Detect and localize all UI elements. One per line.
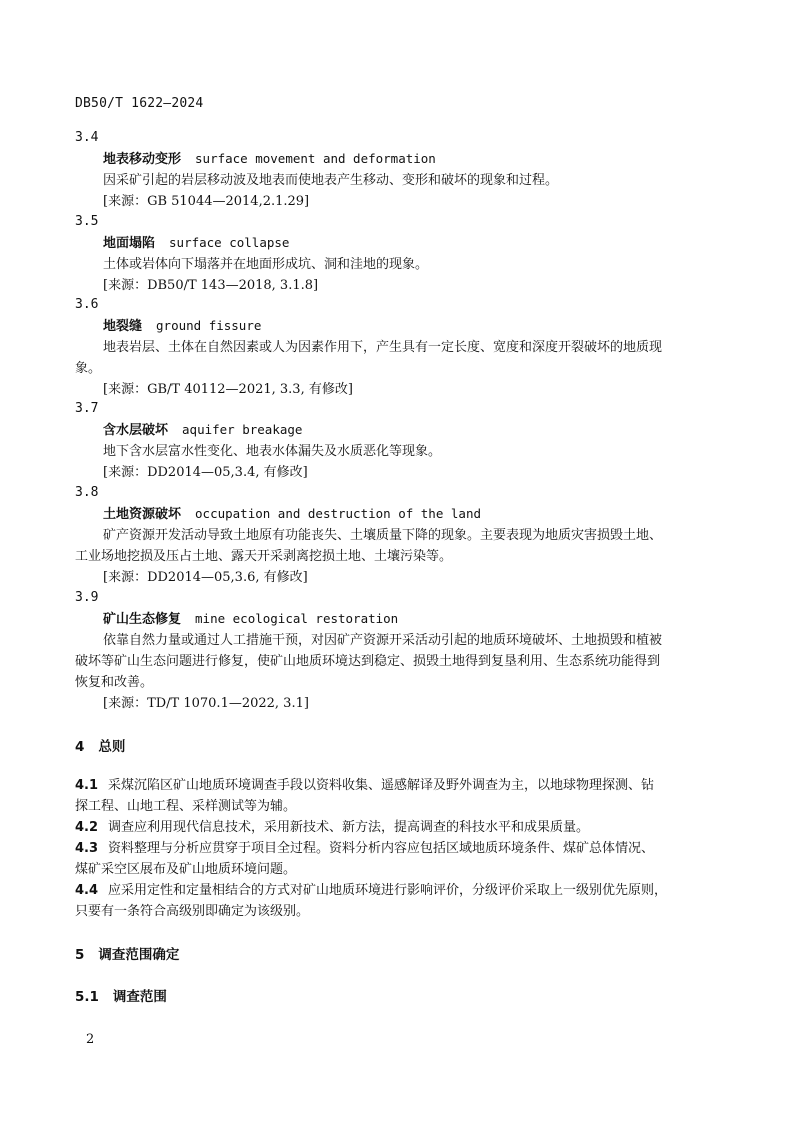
definition-line: 工业场地挖损及压占土地、露天开采剥离挖损土地、土壤污染等。 — [75, 549, 453, 564]
term-en: surface collapse — [169, 235, 290, 250]
term-en: aquifer breakage — [182, 422, 303, 437]
section-heading-4 — [75, 735, 125, 755]
clause-4-1 — [75, 775, 715, 817]
clause-4-3 — [75, 838, 715, 880]
definition-line: 因采矿引起的岩层移动波及地表而使地表产生移动、变形和破坏的现象和过程。 — [103, 173, 559, 188]
term-3-5 — [75, 211, 715, 296]
definition-line: 土体或岩体向下塌落并在地面形成坑、洞和洼地的现象。 — [103, 257, 429, 272]
term-en: occupation and destruction of the land — [195, 506, 481, 521]
definition-line: 象。 — [75, 361, 102, 376]
term-number: 3.6 — [75, 297, 99, 312]
term-number: 3.9 — [75, 590, 99, 605]
term-source: [来源：GB 51044—2014,2.1.29] — [103, 194, 310, 209]
term-3-7 — [75, 398, 715, 483]
clause-line: 调查应利用现代信息技术，采用新技术、新方法，提高调查的科技水平和成果质量。 — [108, 820, 590, 835]
term-zh: 矿山生态修复 — [103, 612, 182, 627]
definition-line: 地表岩层、土体在自然因素或人为因素作用下，产生具有一定长度、宽度和深度开裂破坏的地质现 — [103, 340, 663, 355]
term-en: mine ecological restoration — [195, 611, 399, 626]
clause-line: 采煤沉陷区矿山地质环境调查手段以资料收集、遥感解译及野外调查为主，以地球物理探测、钻 — [108, 778, 655, 793]
section-heading-5 — [75, 943, 179, 963]
term-3-4 — [75, 127, 715, 212]
term-source: [来源：DD2014—05,3.4, 有修改] — [103, 465, 308, 480]
clause-number: 4.3 — [75, 841, 99, 856]
term-source: [来源：DD2014—05,3.6, 有修改] — [103, 570, 308, 585]
clause-number: 4.1 — [75, 778, 99, 793]
term-zh: 土地资源破坏 — [103, 507, 182, 522]
clause-line: 探工程、山地工程、采样测试等为辅。 — [75, 799, 297, 814]
term-zh: 地表移动变形 — [103, 152, 182, 167]
definition-line: 破坏等矿山生态问题进行修复，使矿山地质环境达到稳定、损毁土地得到复垦利用、生态系统功能得到 — [75, 654, 661, 669]
term-3-8 — [75, 482, 715, 588]
section-number: 4 — [75, 739, 85, 755]
definition-line: 矿产资源开发活动导致土地原有功能丧失、土壤质量下降的现象。主要表现为地质灾害损毁土地、 — [103, 528, 663, 543]
term-3-9 — [75, 587, 715, 714]
clause-line: 应采用定性和定量相结合的方式对矿山地质环境进行影响评价，分级评价采取上一级别优先原则， — [108, 883, 668, 898]
clause-4-2 — [75, 817, 715, 838]
term-3-6 — [75, 294, 715, 400]
section-number: 5.1 — [75, 989, 99, 1005]
term-zh: 地面塌陷 — [103, 236, 156, 251]
term-number: 3.4 — [75, 130, 99, 145]
term-source: [来源：GB/T 40112—2021, 3.3, 有修改] — [103, 382, 353, 397]
term-en: ground fissure — [156, 318, 262, 333]
clause-line: 煤矿采空区展布及矿山地质环境问题。 — [75, 862, 297, 877]
document-code: DB50/T 1622—2024 — [75, 96, 204, 111]
page-number: 2 — [86, 1032, 95, 1047]
term-number: 3.7 — [75, 401, 99, 416]
term-zh: 含水层破坏 — [103, 423, 169, 438]
clause-number: 4.2 — [75, 820, 99, 835]
term-en: surface movement and deformation — [195, 151, 436, 166]
term-zh: 地裂缝 — [103, 319, 143, 334]
section-title: 调查范围确定 — [98, 947, 180, 963]
definition-line: 依靠自然力量或通过人工措施干预，对因矿产资源开采活动引起的地质环境破坏、土地损毁和植被 — [103, 633, 663, 648]
term-number: 3.8 — [75, 485, 99, 500]
subsection-heading-5-1 — [75, 985, 167, 1005]
clause-line: 资料整理与分析应贯穿于项目全过程。资料分析内容应包括区域地质环境条件、煤矿总体情况、 — [108, 841, 655, 856]
clause-number: 4.4 — [75, 883, 99, 898]
definition-line: 恢复和改善。 — [75, 675, 154, 690]
section-title: 总则 — [98, 739, 126, 755]
section-title: 调查范围 — [112, 989, 167, 1005]
term-source: [来源：DB50/T 143—2018, 3.1.8] — [103, 278, 319, 293]
clause-4-4 — [75, 880, 715, 922]
clause-line: 只要有一条符合高级别即确定为该级别。 — [75, 904, 310, 919]
term-number: 3.5 — [75, 214, 99, 229]
definition-line: 地下含水层富水性变化、地表水体漏失及水质恶化等现象。 — [103, 444, 442, 459]
section-number: 5 — [75, 947, 85, 963]
term-source: [来源：TD/T 1070.1—2022, 3.1] — [103, 696, 309, 711]
